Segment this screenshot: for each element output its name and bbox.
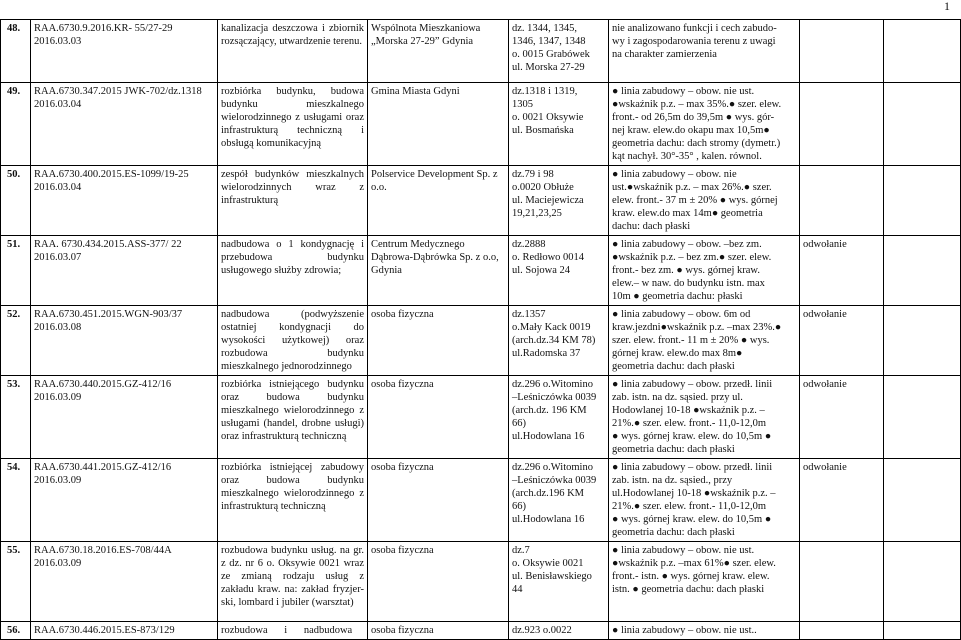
plot-location: dz.1357 o.Mały Kack 0019 (arch.dz.34 KM 78) ul.Radomska 37 — [509, 306, 609, 376]
result — [800, 166, 884, 236]
parameter-line: istn. ● geometria dachu: dach płaski — [612, 584, 765, 595]
parameter-lines — [612, 22, 796, 61]
parameter-line: kraw.jezdni●wskaźnik p.z. –max 23%.● — [612, 322, 782, 333]
investor: Polservice Development Sp. z o.o. — [368, 166, 509, 236]
parameter-lines — [612, 168, 796, 233]
notes — [884, 542, 961, 622]
plot-location: dz.1318 i 1319, 1305 o. 0021 Oksywie ul. Bosmańska — [509, 83, 609, 166]
parameter-line: ● linia zabudowy – obow. przedł. linii — [612, 462, 773, 473]
case-signature: RAA.6730.446.2015.ES-873/129 — [31, 622, 218, 640]
parameter-line: geometria dachu: dach stromy (dymetr.) — [612, 138, 781, 149]
table-row — [1, 83, 961, 166]
parameter-lines — [612, 461, 796, 539]
parameters — [609, 20, 800, 83]
parameter-line: geometria dachu: dach płaski — [612, 361, 735, 372]
investor: osoba fizyczna — [368, 459, 509, 542]
parameter-line: elew. front.- 37 m ± 20% ● wys. górnej — [612, 195, 778, 206]
parameter-line: szer. elew. front.- 11 m ± 20% ● wys. — [612, 335, 770, 346]
case-signature: RAA.6730.441.2015.GZ-412/16 2016.03.09 — [31, 459, 218, 542]
row-number: 48. — [1, 20, 31, 83]
table-row — [1, 236, 961, 306]
parameter-line: ●wskaźnik p.z. –max 61%● szer. elew. — [612, 558, 776, 569]
parameter-line: wy i zagospodarowania terenu z uwagi — [612, 36, 776, 47]
plot-location: dz. 1344, 1345, 1346, 1347, 1348 o. 0015 Grabówek ul. Morska 27-29 — [509, 20, 609, 83]
parameters: ● linia zabudowy – obow. nie ust.. — [609, 622, 800, 640]
parameter-line: nej kraw. elew.do okapu max 10,5m● — [612, 125, 770, 136]
investor: osoba fizyczna — [368, 622, 509, 640]
row-number: 53. — [1, 376, 31, 459]
result — [800, 20, 884, 83]
parameter-lines — [612, 378, 796, 456]
investor: osoba fizyczna — [368, 306, 509, 376]
parameter-line: front.- istn. ● wys. górnej kraw. elew. — [612, 571, 770, 582]
parameter-line: ● wys. górnej kraw. elew. do 10,5m ● — [612, 514, 772, 525]
project-description: kanalizacja deszczowa i zbiornik rozsączający, utwardzenie terenu. — [218, 20, 368, 83]
parameter-line: dachu: dach płaski — [612, 221, 691, 232]
case-signature: RAA.6730.9.2016.KR- 55/27-29 2016.03.03 — [31, 20, 218, 83]
project-description: nadbudowa o 1 kondygnację i przebudowa budynku usługowego służby zdrowia; — [218, 236, 368, 306]
row-number: 55. — [1, 542, 31, 622]
parameter-line: ● linia zabudowy – obow. –bez zm. — [612, 239, 762, 250]
notes — [884, 459, 961, 542]
notes — [884, 376, 961, 459]
parameter-line: na charakter zamierzenia — [612, 49, 717, 60]
parameter-line: 21%.● szer. elew. front.- 11,0-12,0m — [612, 501, 766, 512]
table-row-last — [1, 622, 961, 640]
table-row — [1, 306, 961, 376]
parameter-line: ● linia zabudowy – obow. przedł. linii — [612, 379, 773, 390]
plot-location: dz.2888 o. Redłowo 0014 ul. Sojowa 24 — [509, 236, 609, 306]
parameter-lines — [612, 238, 796, 303]
parameters — [609, 459, 800, 542]
project-description: rozbudowa i nadbudowa — [218, 622, 368, 640]
parameter-line: kraw. elew.do max 14m● geometria — [612, 208, 763, 219]
parameter-line: ● wys. górnej kraw. elew. do 10,5m ● — [612, 431, 772, 442]
parameter-line: ●wskaźnik p.z. – bez zm.● szer. elew. — [612, 252, 772, 263]
case-signature: RAA. 6730.434.2015.ASS-377/ 22 2016.03.07 — [31, 236, 218, 306]
parameters — [609, 166, 800, 236]
result: odwołanie — [800, 459, 884, 542]
parameter-line: nie analizowano funkcji i cech zabudo- — [612, 23, 777, 34]
project-description: rozbiórka istniejącego budynku oraz budowa budynku mieszkalnego wielorodzinnego z usługami (handel, drobne usługi) oraz infrastrukturą techniczną — [218, 376, 368, 459]
table-row — [1, 20, 961, 83]
parameter-line: geometria dachu: dach płaski — [612, 527, 735, 538]
notes — [884, 20, 961, 83]
case-signature: RAA.6730.18.2016.ES-708/44A 2016.03.09 — [31, 542, 218, 622]
parameters — [609, 306, 800, 376]
parameter-line: ● linia zabudowy – obow. nie ust. — [612, 545, 755, 556]
parameter-lines — [612, 85, 796, 163]
result: odwołanie — [800, 376, 884, 459]
parameter-line: elew.– w naw. do budynku istn. max — [612, 278, 765, 289]
plot-location: dz.79 i 98 o.0020 Obłuże ul. Maciejewicza 19,21,23,25 — [509, 166, 609, 236]
parameter-line: 10m ● geometria dachu: płaski — [612, 291, 743, 302]
parameter-line: ●wskaźnik p.z. – max 35%.● szer. elew. — [612, 99, 782, 110]
plot-location: dz.296 o.Witomino –Leśniczówka 0039 (arch.dz. 196 KM 66) ul.Hodowlana 16 — [509, 376, 609, 459]
result — [800, 83, 884, 166]
row-number: 52. — [1, 306, 31, 376]
row-number: 51. — [1, 236, 31, 306]
parameter-line: zab. istn. na dz. sąsied., przy — [612, 475, 733, 486]
parameter-line: ● linia zabudowy – obow. nie ust. — [612, 86, 755, 97]
notes — [884, 236, 961, 306]
case-signature: RAA.6730.451.2015.WGN-903/37 2016.03.08 — [31, 306, 218, 376]
page-number: 1 — [944, 0, 950, 13]
parameter-line: ● linia zabudowy – obow. nie — [612, 169, 737, 180]
notes — [884, 83, 961, 166]
investor: osoba fizyczna — [368, 542, 509, 622]
result: odwołanie — [800, 236, 884, 306]
parameter-line: front.- od 26,5m do 39,5m ● wys. gór- — [612, 112, 775, 123]
row-number: 54. — [1, 459, 31, 542]
plot-location: dz.7 o. Oksywie 0021 ul. Benisławskiego 44 — [509, 542, 609, 622]
parameter-line: ● linia zabudowy – obow. 6m od — [612, 309, 751, 320]
decisions-table — [0, 19, 961, 640]
result: odwołanie — [800, 306, 884, 376]
project-description: nadbudowa (podwyższenie ostatniej kondygnacji do wysokości użytkowej) oraz rozbudowa budynku mieszkalnego jednorodzinnego — [218, 306, 368, 376]
result — [800, 622, 884, 640]
case-signature: RAA.6730.347.2015 JWK-702/dz.1318 2016.03.04 — [31, 83, 218, 166]
parameter-lines — [612, 308, 796, 373]
parameter-line: Hodowlanej 10-18 ●wskaźnik p.z. – — [612, 405, 765, 416]
notes — [884, 306, 961, 376]
parameters — [609, 236, 800, 306]
parameters — [609, 83, 800, 166]
parameter-lines — [612, 544, 796, 596]
parameter-line: kąt nachył. 30°-35° , kalen. równol. — [612, 151, 762, 162]
parameter-line: zab. istn. na dz. sąsied. przy ul. — [612, 392, 743, 403]
investor: Centrum Medycznego Dąbrowa-Dąbrówka Sp. z o.o, Gdynia — [368, 236, 509, 306]
plot-location: dz.296 o.Witomino –Leśniczówka 0039 (arch.dz.196 KM 66) ul.Hodowlana 16 — [509, 459, 609, 542]
row-number: 49. — [1, 83, 31, 166]
investor: Wspólnota Mieszkaniowa „Morska 27-29” Gdynia — [368, 20, 509, 83]
table-row — [1, 542, 961, 622]
project-description: rozbiórka istniejącej zabudowy oraz budowa budynku mieszkalnego wielorodzinnego z infrastrukturą techniczną — [218, 459, 368, 542]
parameter-line: ust.●wskaźnik p.z. – max 26%.● szer. — [612, 182, 772, 193]
notes — [884, 166, 961, 236]
investor: Gmina Miasta Gdyni — [368, 83, 509, 166]
table-row — [1, 459, 961, 542]
parameter-line: front.- bez zm. ● wys. górnej kraw. — [612, 265, 760, 276]
table-body — [1, 20, 961, 622]
plot-location: dz.923 o.0022 — [509, 622, 609, 640]
investor: osoba fizyczna — [368, 376, 509, 459]
parameter-line: geometria dachu: dach płaski — [612, 444, 735, 455]
parameter-line: ul.Hodowlanej 10-18 ●wskaźnik p.z. – — [612, 488, 776, 499]
parameter-line: górnej kraw. elew.do max 8m● — [612, 348, 743, 359]
row-number: 56. — [1, 622, 31, 640]
case-signature: RAA.6730.400.2015.ES-1099/19-25 2016.03.04 — [31, 166, 218, 236]
parameters — [609, 542, 800, 622]
notes — [884, 622, 961, 640]
project-description: rozbudowa budynku usług. na gr. z dz. nr 6 o. Oksywie 0021 wraz ze zmianą rodzaju usług z zakładu kraw. na: zakład fryzjer-ski, lombard i jubiler (warsztat) — [218, 542, 368, 622]
project-description: rozbiórka budynku, budowa budynku mieszkalnego wielorodzinnego z usługami oraz infrastrukturą techniczną i obsługą komunikacyjną — [218, 83, 368, 166]
decisions-table-region — [0, 19, 960, 636]
row-number: 50. — [1, 166, 31, 236]
case-signature: RAA.6730.440.2015.GZ-412/16 2016.03.09 — [31, 376, 218, 459]
parameter-line: 21%.● szer. elew. front.- 11,0-12,0m — [612, 418, 766, 429]
table-row — [1, 376, 961, 459]
project-description: zespół budynków mieszkalnych wielorodzinnych wraz z infrastrukturą — [218, 166, 368, 236]
result — [800, 542, 884, 622]
table-row — [1, 166, 961, 236]
parameters — [609, 376, 800, 459]
